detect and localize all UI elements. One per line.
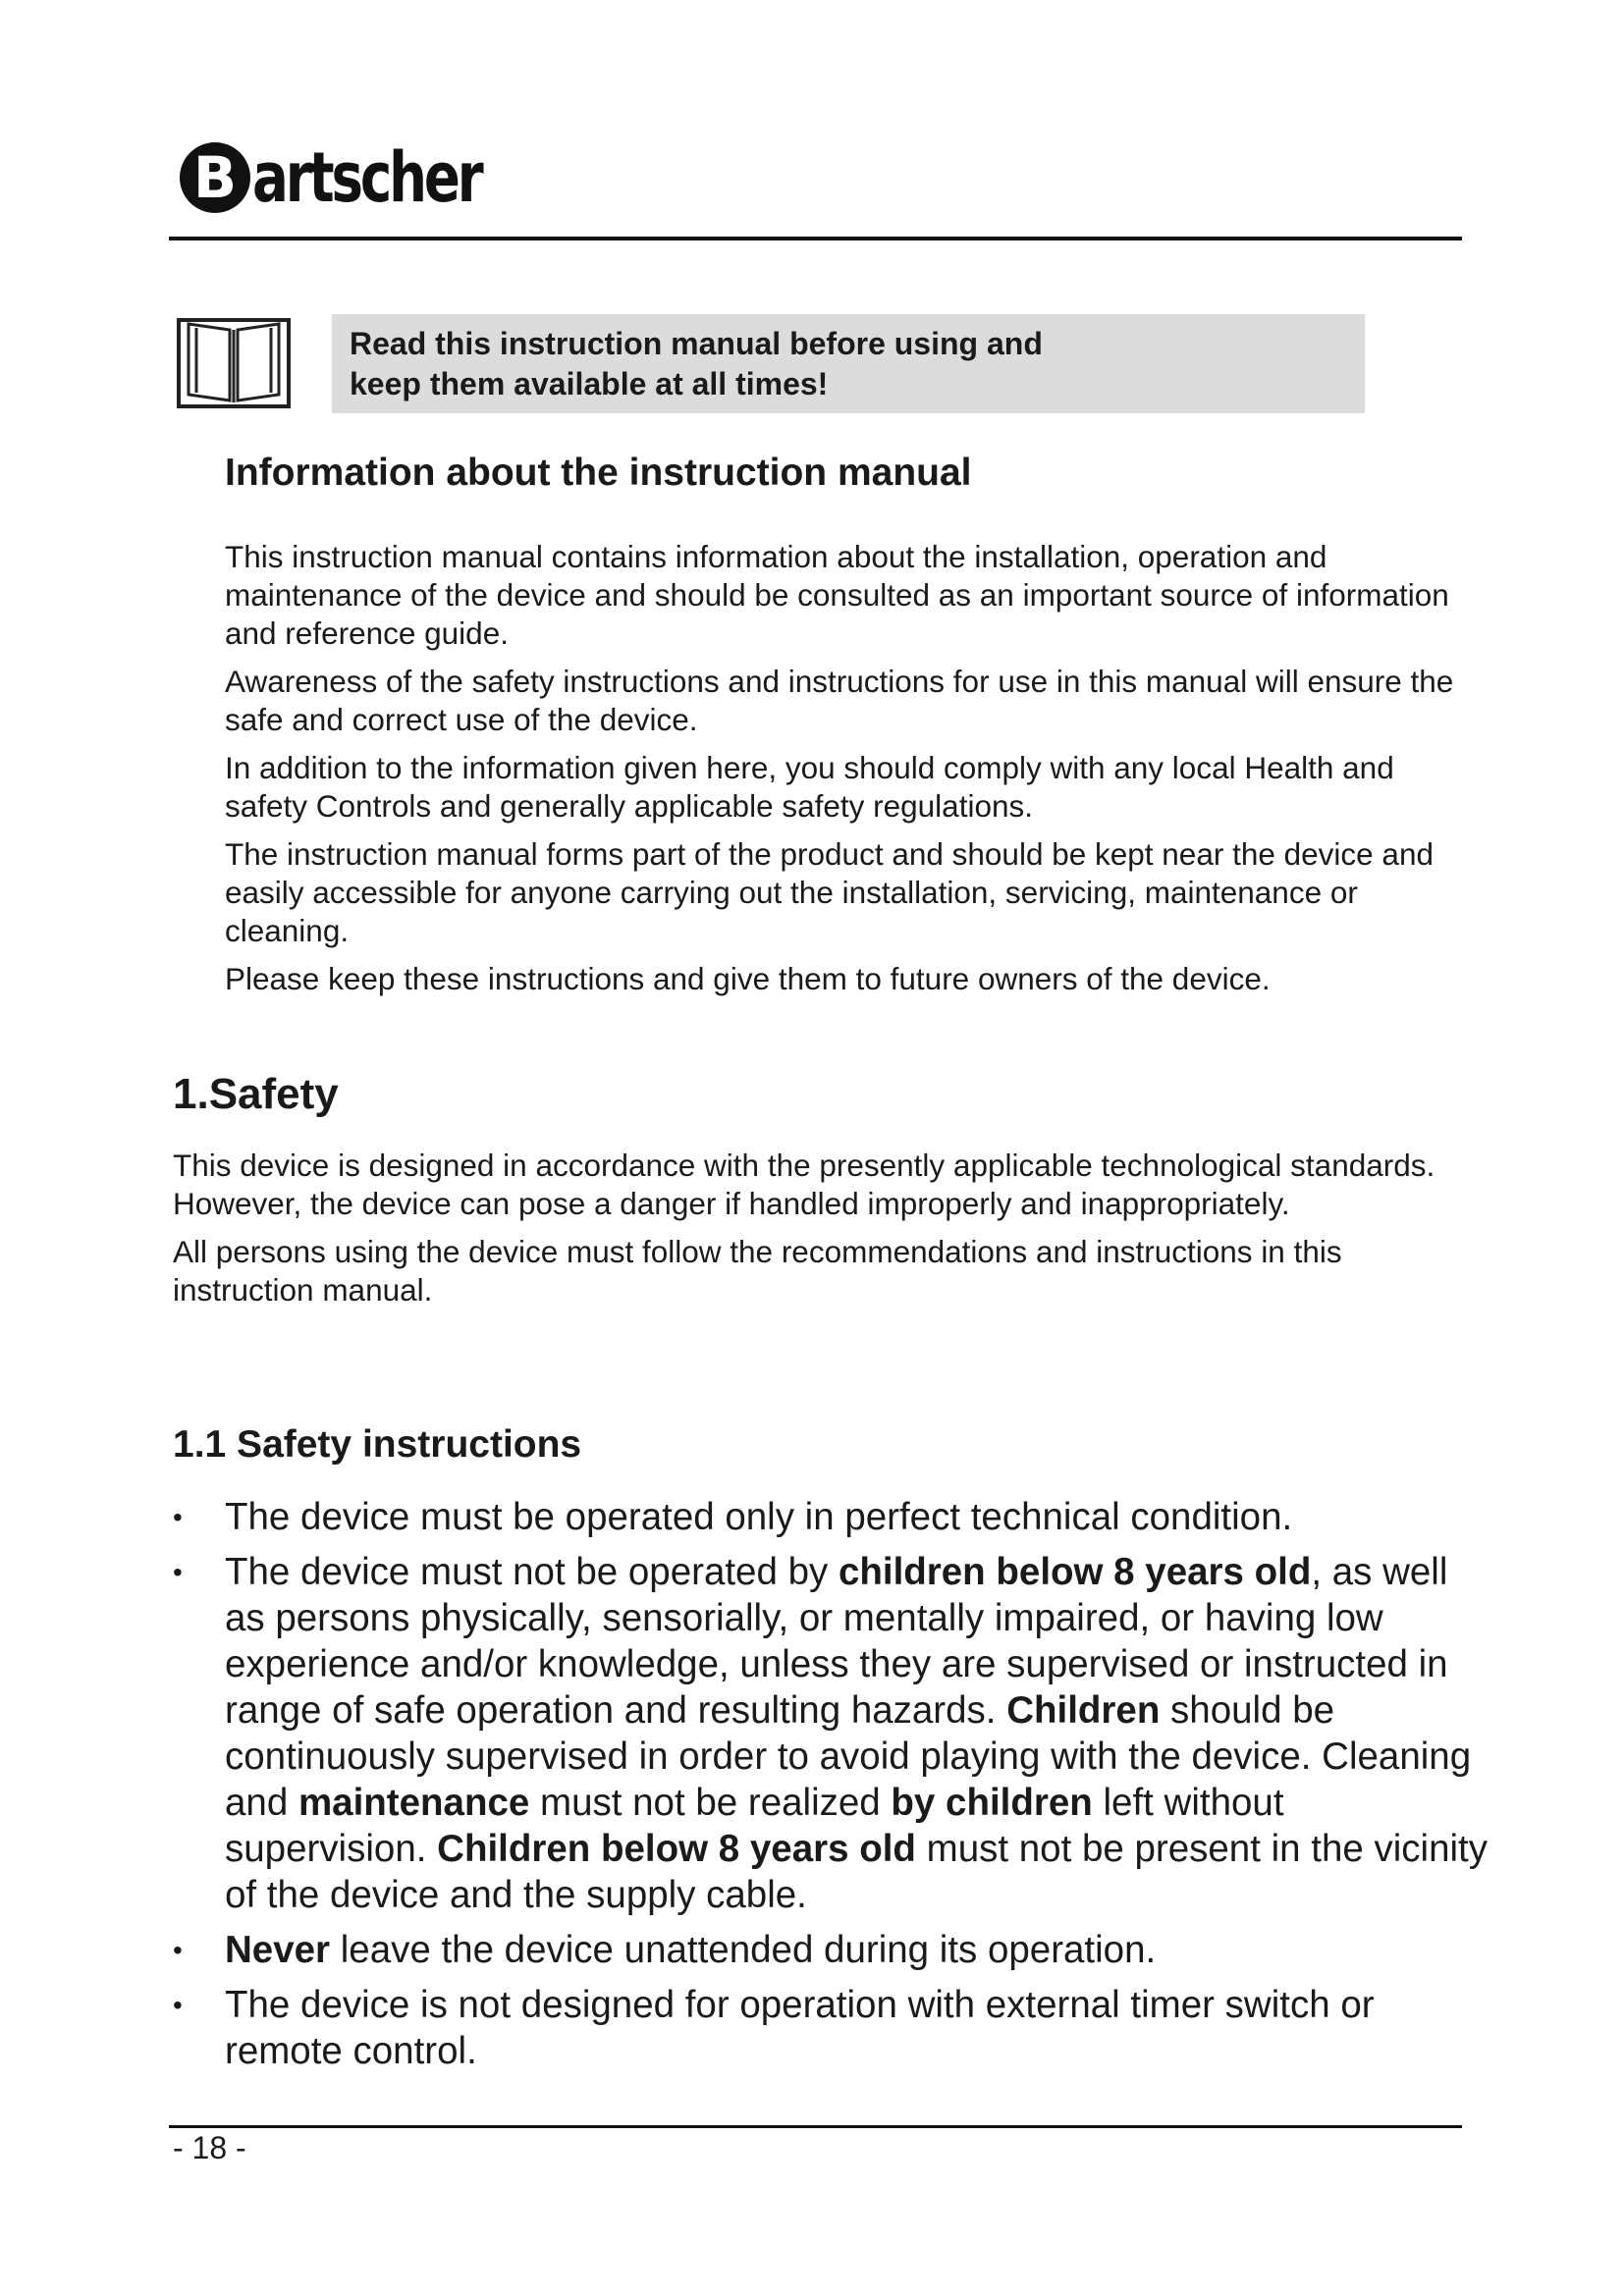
- safety-section-body: [173, 1147, 1439, 1319]
- logo-text: artscher: [252, 137, 481, 218]
- list-item: [173, 1494, 1489, 1540]
- safety-paragraph: This device is designed in accordance with the presently applicable technological standards. However, the device can pose a danger if handled improperly and inappropriately.: [173, 1148, 1435, 1221]
- bullet-icon: •: [173, 1935, 183, 1965]
- instruction-emphasis: Never: [225, 1929, 331, 1971]
- logo-mark: B: [180, 142, 250, 213]
- info-paragraph: In addition to the information given here, you should comply with any local Health and safety Controls and generally applicable safety regulations.: [225, 750, 1394, 824]
- safety-section-title: 1.Safety: [173, 1070, 339, 1118]
- instruction-emphasis: maintenance: [298, 1782, 530, 1824]
- instruction-emphasis: children below 8 years old: [838, 1551, 1312, 1593]
- instruction-text: , as well as persons physically, sensorially, or mentally impaired, or having low experience and/or knowledge, unless they are supervised or instructed in range of safe operation and resulting hazards.: [225, 1551, 1448, 1732]
- instruction-emphasis: Children: [1006, 1689, 1161, 1732]
- list-item: [173, 1549, 1489, 1918]
- notice-line-1: Read this instruction manual before using and: [350, 326, 1043, 361]
- instruction-text: The device is not designed for operation with external timer switch or remote control.: [225, 1984, 1375, 2072]
- safety-instructions-title: 1.1 Safety instructions: [173, 1423, 582, 1466]
- safety-instructions-list: [173, 1494, 1489, 2083]
- info-paragraph: Awareness of the safety instructions and instructions for use in this manual will ensure the safe and correct use of the device.: [225, 664, 1454, 737]
- bullet-icon: •: [173, 1502, 183, 1532]
- instruction-text: must not be present in the vicinity of the device and the supply cable.: [225, 1828, 1489, 1916]
- info-paragraph: The instruction manual forms part of the product and should be kept near the device and easily accessible for anyone carrying out the installation, servicing, maintenance or cleaning.: [225, 836, 1434, 948]
- instruction-text: The device must be operated only in perfect technical condition.: [225, 1496, 1293, 1538]
- list-item: [173, 1927, 1489, 1973]
- brand-logo: [180, 133, 545, 223]
- info-paragraph: Please keep these instructions and give them to future owners of the device.: [225, 961, 1271, 996]
- page-number: - 18 -: [173, 2130, 246, 2165]
- footer-divider: [169, 2125, 1462, 2128]
- instruction-text: The device must not be operated by: [225, 1551, 839, 1593]
- instruction-emphasis: by children: [891, 1782, 1093, 1824]
- book-icon: [175, 314, 293, 412]
- read-manual-notice: [332, 314, 1365, 413]
- info-paragraph: This instruction manual contains information about the installation, operation and maintenance of the device and should be consulted as an important source of information and reference guide.: [225, 539, 1449, 651]
- instruction-text: should be continuously supervised in order to avoid playing with the device. Cleaning and: [225, 1689, 1472, 1824]
- bullet-icon: •: [173, 1990, 183, 2020]
- header-divider: [169, 237, 1462, 240]
- safety-paragraph: All persons using the device must follow the recommendations and instructions in this instruction manual.: [173, 1234, 1342, 1308]
- list-item: [173, 1982, 1489, 2074]
- instruction-text: left without supervision.: [225, 1782, 1284, 1870]
- instruction-text: must not be realized: [529, 1782, 892, 1824]
- info-section-title: Information about the instruction manual: [225, 452, 972, 494]
- instruction-emphasis: Children below 8 years old: [437, 1828, 916, 1870]
- notice-line-2: keep them available at all times!: [350, 366, 829, 401]
- instruction-text: leave the device unattended during its operation.: [330, 1929, 1157, 1971]
- bullet-icon: •: [173, 1557, 183, 1587]
- info-section-body: [225, 538, 1472, 1008]
